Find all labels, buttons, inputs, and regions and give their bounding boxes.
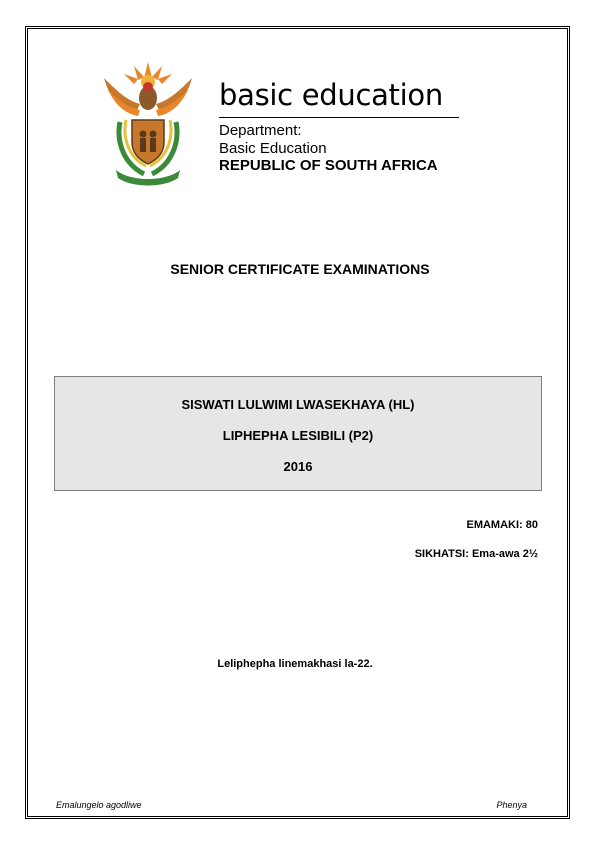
paper-number: LIPHEPHA LESIBILI (P2) (222, 428, 374, 443)
exam-year: 2016 (283, 459, 313, 474)
department-label: Department: (219, 122, 302, 139)
south-africa-coat-of-arms-icon (100, 60, 196, 186)
subject-box (54, 376, 542, 491)
country-name: REPUBLIC OF SOUTH AFRICA (219, 157, 438, 174)
brand-title: basic education (219, 78, 443, 112)
subject-name: SISWATI LULWIMI LWASEKHAYA (HL) (181, 397, 415, 412)
department-name: Basic Education (219, 140, 327, 157)
brand-underline (219, 117, 459, 118)
turn-over-note: Phenya (496, 800, 527, 810)
exam-title: SENIOR CERTIFICATE EXAMINATIONS (170, 261, 430, 277)
marks-info: EMAMAKI: 80 (466, 519, 538, 531)
page-count-note: Leliphepha linemakhasi la-22. (217, 658, 373, 670)
copyright-note: Emalungelo agodliwe (56, 800, 142, 810)
time-info: SIKHATSI: Ema-awa 2½ (414, 548, 538, 560)
